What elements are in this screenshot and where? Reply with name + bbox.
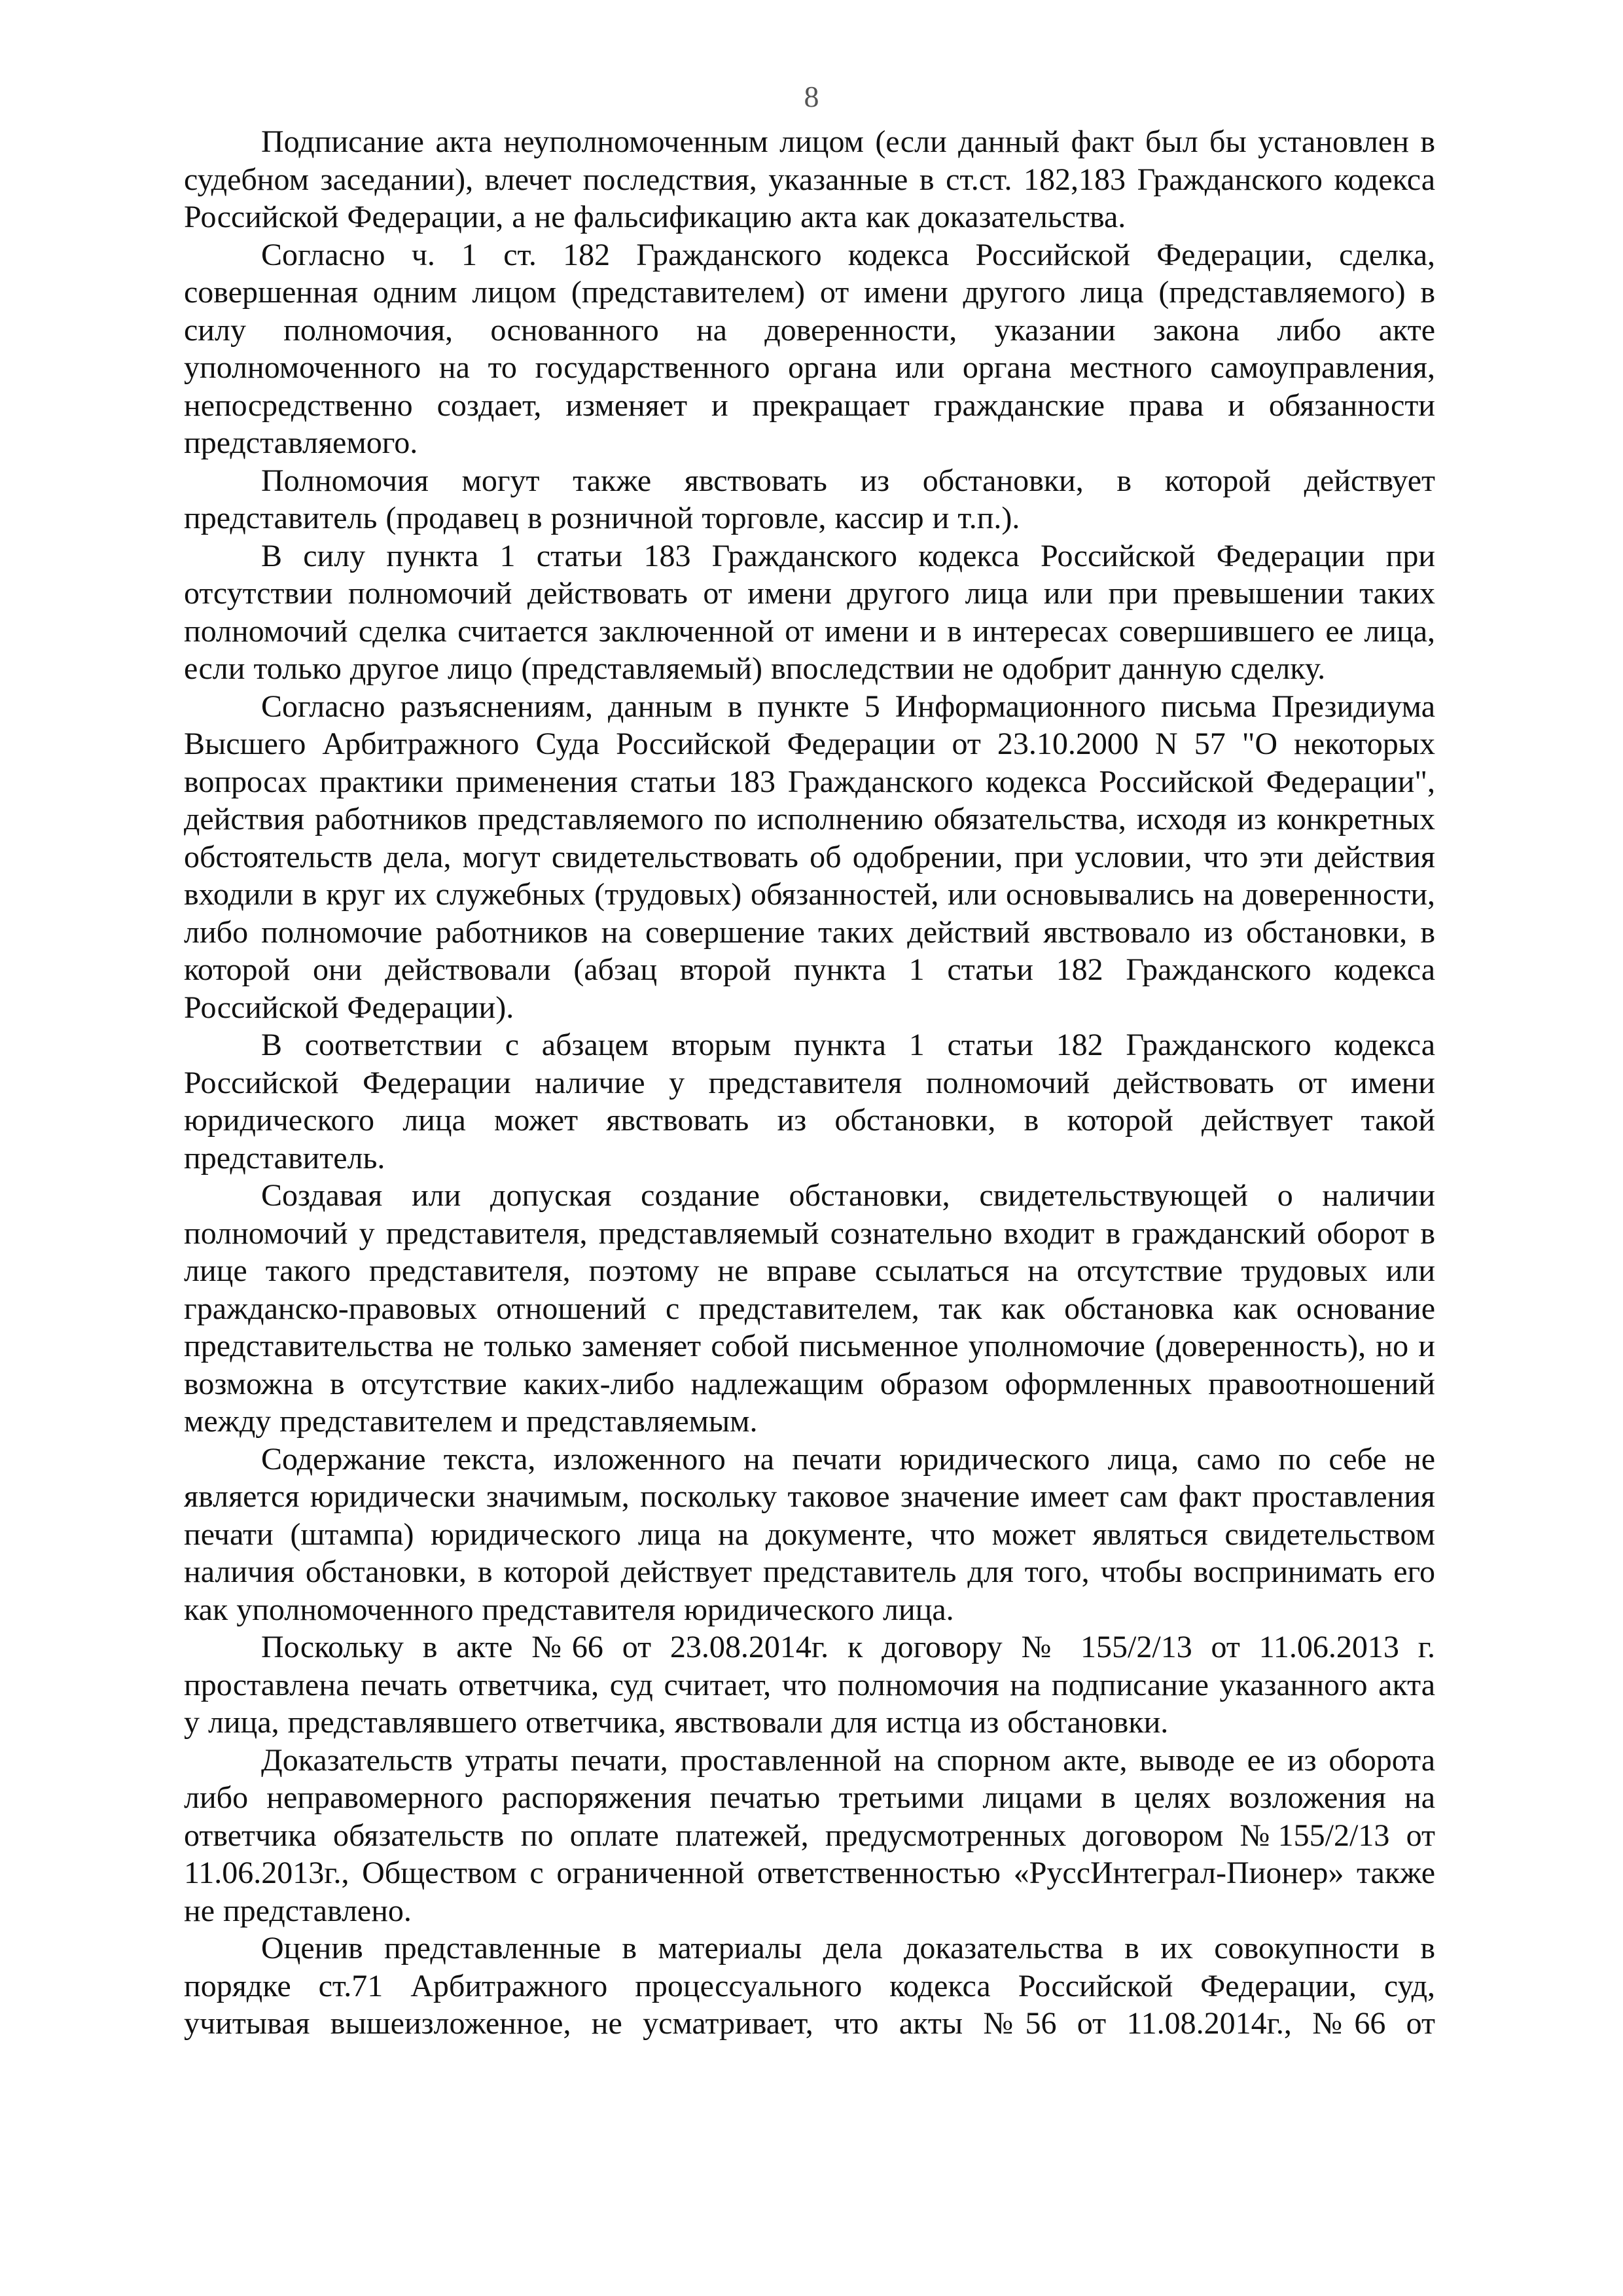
paragraph: Полномочия могут также явствовать из обстановки, в которой действует представитель (продавец в розничной торговле, кассир и т.п.). xyxy=(184,463,1435,535)
paragraph: В соответствии с абзацем вторым пункта 1 статьи 182 Гражданского кодекса Российской Федерации наличие у представителя полномочий действовать от имени юридического лица может явствовать из обстановки, в которой действует такой представитель. xyxy=(184,1028,1435,1175)
paragraph: Согласно разъяснениям, данным в пункте 5 Информационного письма Президиума Высшего Арбитражного Суда Российской Федерации от 23.10.2000 N 57 "О некоторых вопросах практики применения статьи 183 Гражданского кодекса Российской Федерации", действия работников представляемого по исполнению обязательства, исходя из конкретных обстоятельств дела, могут свидетельствовать об одобрении, при условии, что эти действия входили в круг их служебных (трудовых) обязанностей, или основывались на доверенности, либо полномочие работников на совершение таких действий явствовало из обстановки, в которой они действовали (абзац второй пункта 1 статьи 182 Гражданского кодекса Российской Федерации). xyxy=(184,689,1435,1025)
paragraph: Подписание акта неуполномоченным лицом (если данный факт был бы установлен в судебном заседании), влечет последствия, указанные в ст.ст. 182,183 Гражданского кодекса Российской Федерации, а не фальсификацию акта как доказательства. xyxy=(184,124,1435,234)
document-body xyxy=(184,123,1435,2043)
page-number: 8 xyxy=(804,80,819,113)
paragraph-continued: Оценив представленные в материалы дела доказательства в их совокупности в порядке ст.71 Арбитражного процессуального кодекса Российской Федерации, суд, учитывая вышеизложенное, не усматривает, что акты №56 от 11.08.2014г., №66 от xyxy=(184,1931,1435,2041)
paragraph: Создавая или допуская создание обстановки, свидетельствующей о наличии полномочий у представителя, представляемый сознательно входит в гражданский оборот в лице такого представителя, поэтому не вправе ссылаться на отсутствие трудовых или гражданско-правовых отношений с представителем, так как обстановка как основание представительства не только заменяет собой письменное уполномочие (доверенность), но и возможна в отсутствие каких-либо надлежащим образом оформленных правоотношений между представителем и представляемым. xyxy=(184,1178,1435,1439)
paragraph: Содержание текста, изложенного на печати юридического лица, само по себе не является юридически значимым, поскольку таковое значение имеет сам факт проставления печати (штампа) юридического лица на документе, что может являться свидетельством наличия обстановки, в которой действует представитель для того, чтобы воспринимать его как уполномоченного представителя юридического лица. xyxy=(184,1441,1435,1627)
paragraph: В силу пункта 1 статьи 183 Гражданского кодекса Российской Федерации при отсутствии полномочий действовать от имени другого лица или при превышении таких полномочий сделка считается заключенной от имени и в интересах совершившего ее лица, если только другое лицо (представляемый) впоследствии не одобрит данную сделку. xyxy=(184,538,1435,686)
paragraph: Доказательств утраты печати, проставленной на спорном акте, выводе ее из оборота либо неправомерного распоряжения печатью третьими лицами в целях возложения на ответчика обязательств по оплате платежей, предусмотренных договором №155/2/13 от 11.06.2013г., Обществом с ограниченной ответственностью «РуссИнтеграл-Пионер» также не представлено. xyxy=(184,1742,1435,1928)
paragraph: Согласно ч. 1 ст. 182 Гражданского кодекса Российской Федерации, сделка, совершенная одним лицом (представителем) от имени другого лица (представляемого) в силу полномочия, основанного на доверенности, указании закона либо акте уполномоченного на то государственного органа или органа местного самоуправления, непосредственно создает, изменяет и прекращает гражданские права и обязанности представляемого. xyxy=(184,237,1435,460)
paragraph: Поскольку в акте №66 от 23.08.2014г. к договору № 155/2/13 от 11.06.2013 г. проставлена печать ответчика, суд считает, что полномочия на подписание указанного акта у лица, представлявшего ответчика, явствовали для истца из обстановки. xyxy=(184,1630,1435,1740)
